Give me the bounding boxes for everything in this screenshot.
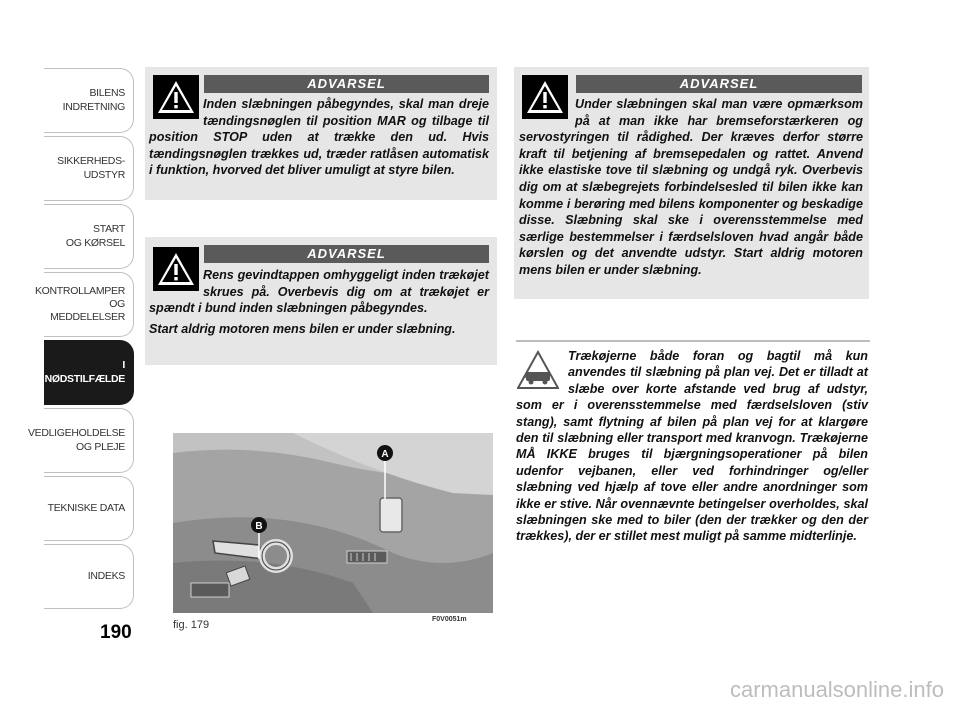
warning-box-tow-eye (145, 237, 497, 365)
warning-header: ADVARSEL (204, 75, 489, 93)
warning-paragraph: Rens gevindtappen omhyggeligt inden trækøjet skrues på. Overbevis dig om at trækøjet er spændt i bund inden slæbningen påbegyndes. (149, 268, 489, 316)
tab-label: BILENS INDRETNING (62, 87, 125, 113)
tab-label: VEDLIGEHOLDELSE OG PLEJE (27, 427, 125, 453)
figure-code: F0V0051m (432, 616, 467, 623)
section-divider (516, 340, 870, 342)
callout-b: B (255, 521, 263, 532)
tab-indeks[interactable] (44, 544, 134, 609)
tab-kontrollamper[interactable] (34, 272, 134, 337)
warning-header: ADVARSEL (576, 75, 862, 93)
tab-label: I NØDSTILFÆLDE (44, 359, 125, 385)
figure-caption: fig. 179 (173, 619, 210, 631)
tab-label: TEKNISKE DATA (47, 501, 125, 514)
tab-label: INDEKS (87, 569, 125, 582)
tab-bilens-indretning[interactable] (44, 68, 134, 133)
warning-paragraph: Inden slæbningen påbegyndes, skal man dreje tændingsnøglen til position MAR og tilbage til position STOP uden at trække den ud. Hvis tændingsnøglen trækkes ud, træder ratlåsen automatisk i funktion, hvorved det bliver umuligt at styre bilen. (149, 97, 489, 178)
tab-tekniske-data[interactable] (44, 476, 134, 541)
warning-text (149, 96, 489, 183)
warning-header: ADVARSEL (204, 245, 489, 263)
tab-sikkerhedsudstyr[interactable] (44, 136, 134, 201)
tab-start-og-korsel[interactable] (44, 204, 134, 269)
warning-paragraph: Under slæbningen skal man være opmærksom på at man ikke har bremseforstærkeren og servostyringen til rådighed. Der kræves derfor større kraft til betjening af bremsepedalen og rattet. Anvend ikke elastiske tove til slæbning og undgå ryk. Overbevis dig om at slæbegrejets forbindelsesled til bilen ikke kan komme i berøring med bilens komponenter og beskadige disse. Slæbning skal ske i overensstemmelse med særlige bestemmelser i færdselsloven hvad angår både kørslen og det anvendte udstyr. Start aldrig motoren mens bilen er under slæbning. (519, 97, 863, 277)
tab-vedligeholdelse[interactable] (27, 408, 134, 473)
info-note-text: Trækøjerne både foran og bagtil må kun anvendes til slæbning på plan vej. Det er tilladt at slæbe over korte afstande ved brug af udstyr, som er i overensstemmelse med færdselsloven (stiv stang), samt flytning af bilen på plan vej for at klargøre den til slæbning eller transport med kranvogn. Trækøjerne MÅ IKKE bruges til bjærgningsoperationer på bilen udenfor vejbanen, eller ved forhindringer og/eller slæbning ved hjælp af tove eller andre anordninger som ikke er stive. Når ovennævnte betingelser overholdes, skal slæbningen ske med to biler (den der trækker og den der trækkes), der er stillet mest muligt på samme midterlinje. (516, 349, 868, 544)
tab-label: SIKKERHEDS- UDSTYR (57, 155, 125, 181)
figure-tow-eye-photo (173, 433, 493, 613)
info-note (516, 348, 868, 545)
warning-paragraph: Start aldrig motoren mens bilen er under slæbning. (149, 321, 456, 336)
tab-i-nodstilfaelde[interactable] (44, 340, 134, 405)
warning-box-towing (514, 67, 869, 299)
tab-label: START OG KØRSEL (65, 223, 125, 249)
warning-text (519, 96, 863, 283)
tab-label: KONTROLLAMPER OG MEDDELELSER (34, 284, 125, 324)
callout-a: A (381, 449, 389, 460)
chapter-tabs (27, 68, 134, 612)
warning-box-ignition (145, 67, 497, 200)
page-number: 190 (100, 622, 132, 643)
warning-text (149, 267, 489, 341)
car-bumper-illustration (173, 433, 493, 613)
watermark: carmanualsonline.info (729, 677, 944, 702)
